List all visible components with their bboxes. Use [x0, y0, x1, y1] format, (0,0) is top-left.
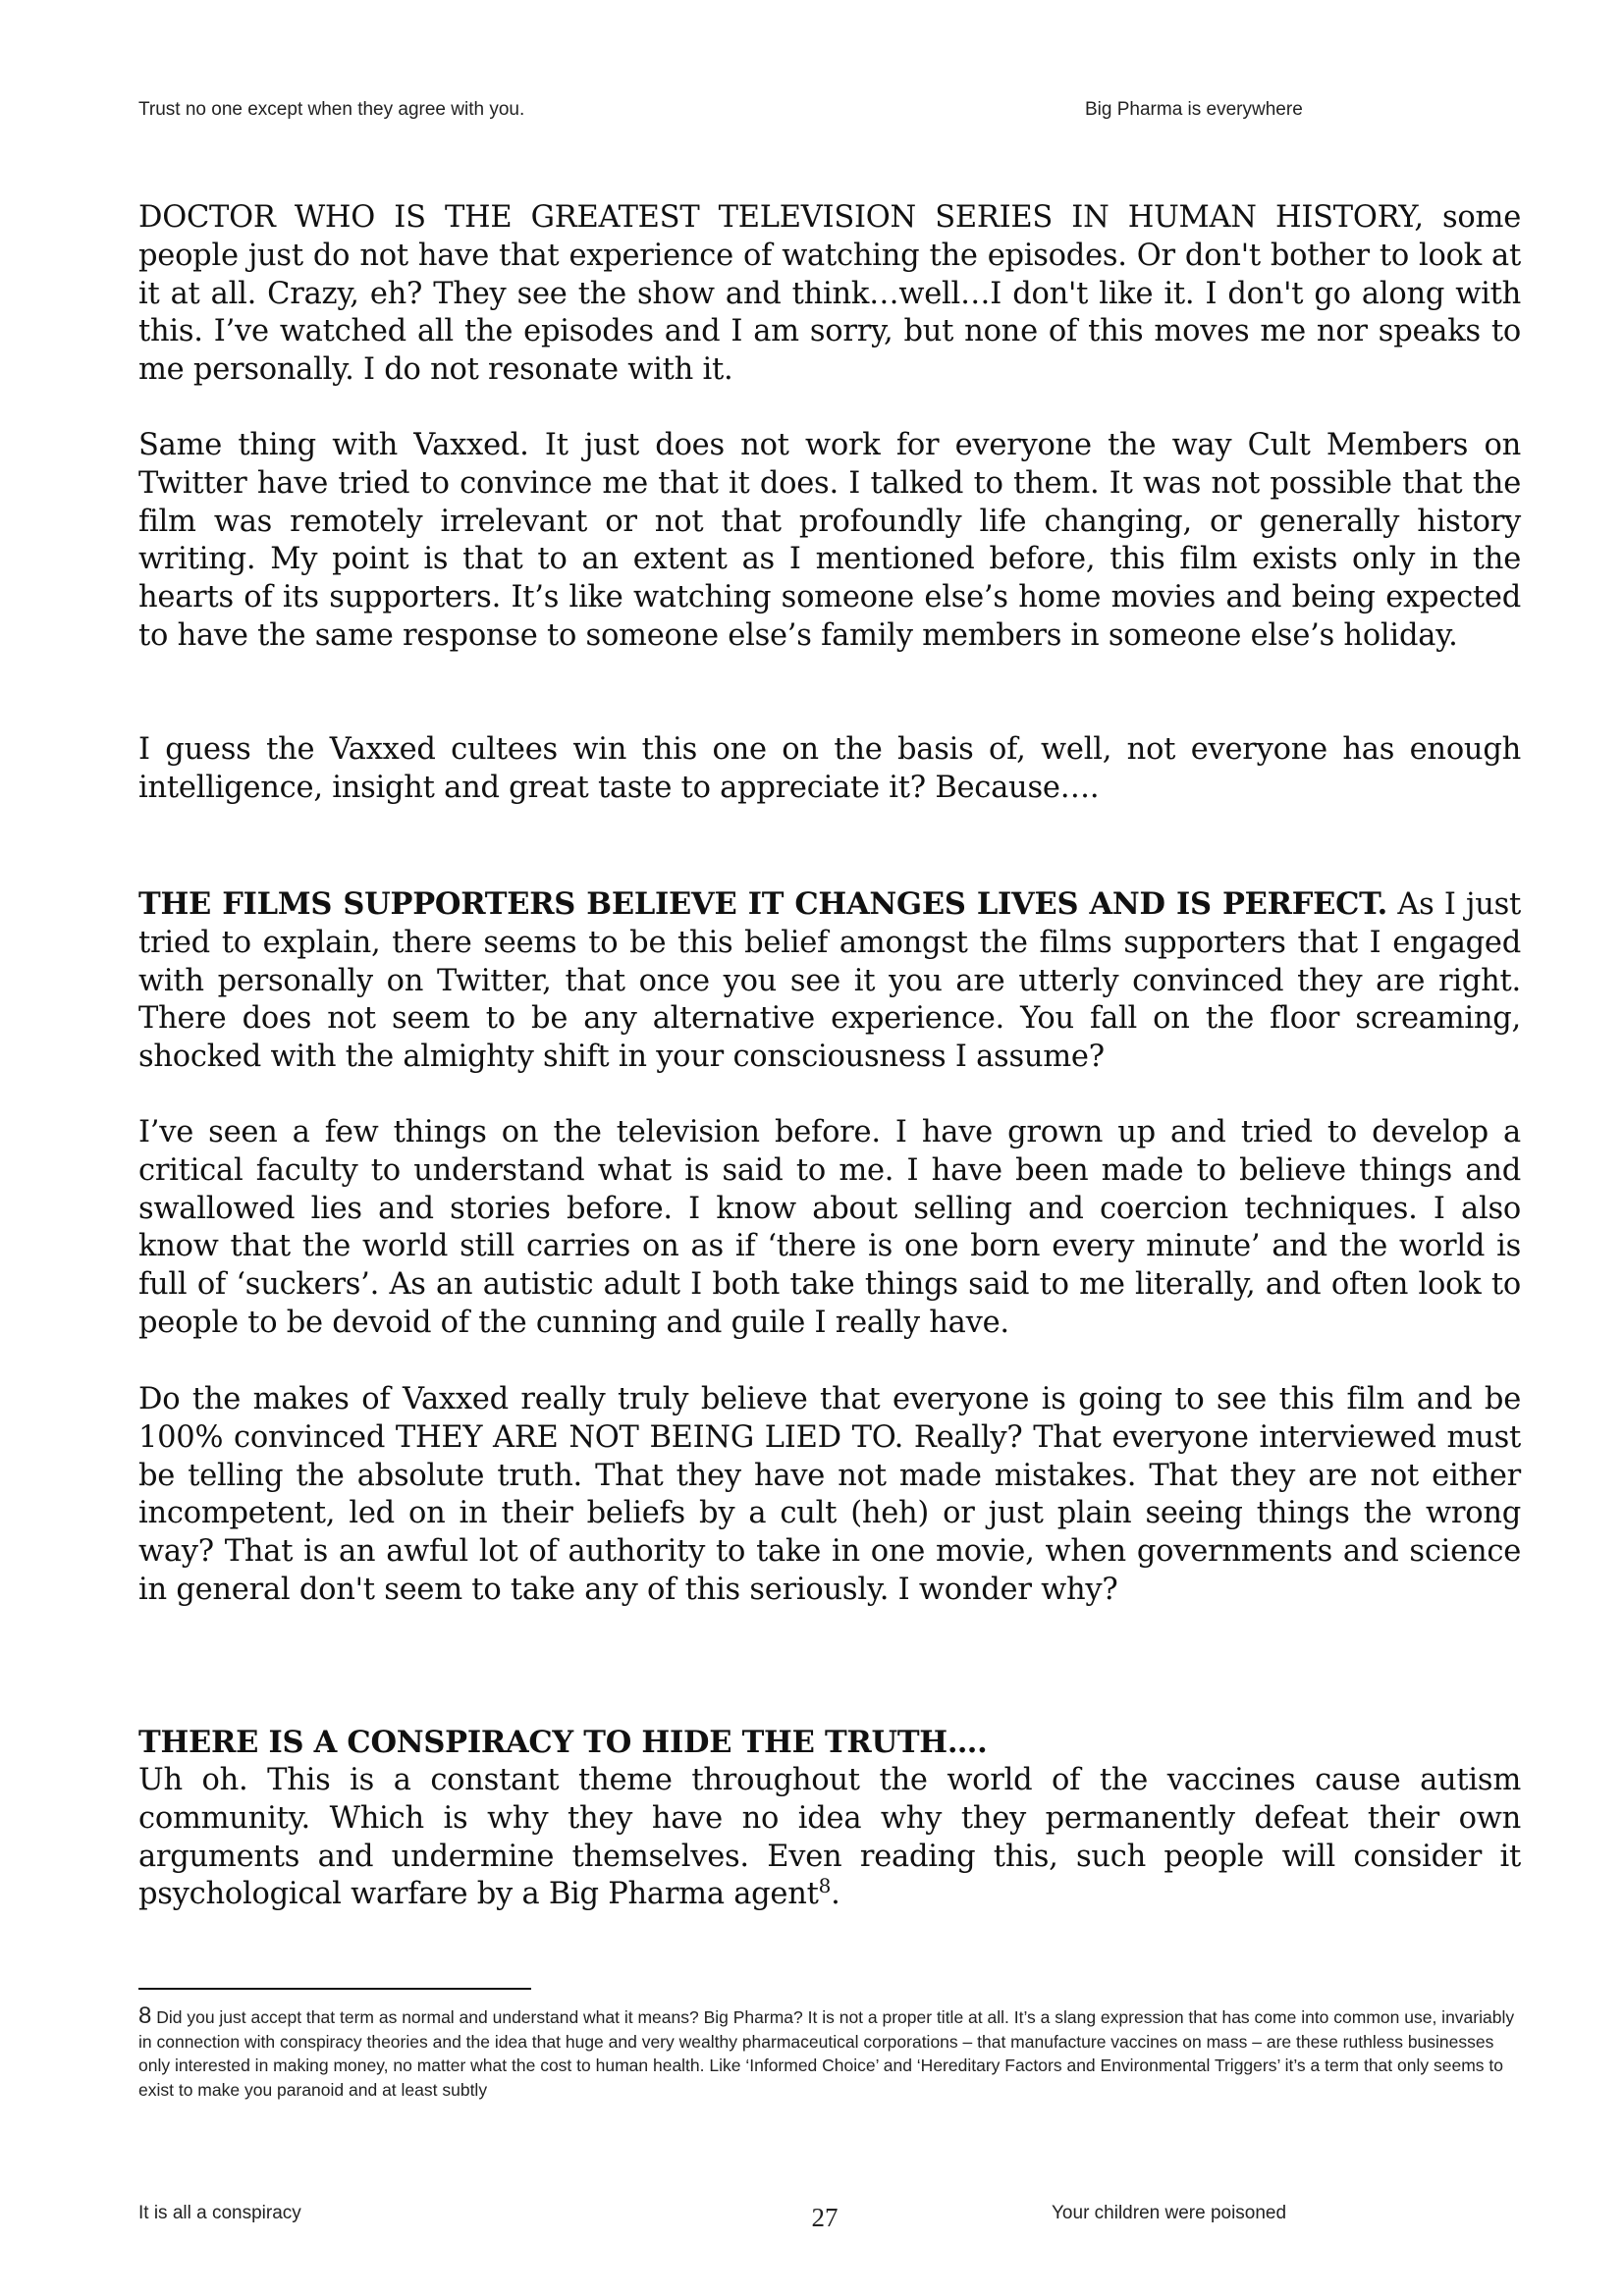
heading-films-supporters-tail: As I — [1387, 887, 1456, 922]
running-footer-right: Your children were poisoned — [1052, 2203, 1287, 2223]
paragraph-doctor-who: DOCTOR WHO IS THE GREATEST TELEVISION SERIES IN HUMAN HISTORY, some people just do not have that experience of watching the episodes. Or don't bother to look at it at all. Crazy, eh? They see the show and think…well…I don't like it. I don't go along with this. I’ve watched all the episodes and I am sorry, but none of this moves me nor speaks to me personally. I do not resonate with it. — [138, 200, 1521, 388]
footnote-number: 8 — [138, 2002, 152, 2029]
page-number: 27 — [811, 2203, 839, 2232]
heading-films-supporters: THE FILMS SUPPORTERS BELIEVE IT CHANGES LIVES AND IS PERFECT. — [138, 886, 1388, 922]
footnote-reference-tail: . — [831, 1877, 840, 1912]
running-footer-left: It is all a conspiracy — [138, 2203, 301, 2223]
paragraph-uh-oh-text: Uh oh. This is a constant theme throughout the world of the vaccines cause autism community. Which is why they have no idea why they permanently defeat their own arguments and undermine themselves. Even reading this, such people will consider it psychological warfare by a Big Pharma agent — [138, 1763, 1521, 1912]
footnote-reference: 8 — [818, 1874, 832, 1898]
paragraph-seen-few-things: I’ve seen a few things on the television before. I have grown up and tried to develop a critical faculty to understand what is said to me. I have been made to believe things and swallowed lies and stories before. I know about selling and coercion techniques. I also know that the world still carries on as if ‘there is one born every minute’ and the world is full of ‘suckers’. As an autistic adult I both take things said to me literally, and often look to people to be devoid of the cunning and guile I really have. — [138, 1115, 1521, 1340]
paragraph-uh-oh — [138, 1762, 1521, 1914]
footnote — [138, 2002, 1521, 2102]
paragraph-same-thing-vaxxed: Same thing with Vaxxed. It just does not work for everyone the way Cult Members on Twitter have tried to convince me that it does. I talked to them. It was not possible that the film was remotely irrelevant or not that profoundly life changing, or generally history writing. My point is that to an extent as I mentioned before, this film exists only in the hearts of its supporters. It’s like watching someone else’s home movies and being expected to have the same response to someone else’s family members in someone else’s holiday. — [138, 428, 1521, 653]
paragraph-makes-of-vaxxed: Do the makes of Vaxxed really truly believe that everyone is going to see this film and be 100% convinced THEY ARE NOT BEING LIED TO. Really? That everyone interviewed must be telling the absolute truth. That they have not made mistakes. That they are not either incompetent, led on in their beliefs by a cult (heh) or just plain seeing things the wrong way? That is an awful lot of authority to take in one movie, when governments and science in general don't seem to take any of this seriously. I wonder why? — [138, 1382, 1521, 1607]
footnote-divider — [138, 1988, 531, 1990]
paragraph-cultees-win: I guess the Vaxxed cultees win this one on the basis of, well, not everyone has enough intelligence, insight and great taste to appreciate it? Because…. — [138, 732, 1521, 805]
paragraph-films-supporters: just tried to explain, there seems to be this belief amongst the films supporters that I engaged with personally on Twitter, that once you see it you are utterly convinced they are right. There does not seem to be any alternative experience. You fall on the floor screaming, shocked with the almighty shift in your consciousness I assume? — [138, 887, 1521, 1075]
running-header-right: Big Pharma is everywhere — [1085, 99, 1303, 120]
running-header-left: Trust no one except when they agree with you. — [138, 99, 525, 120]
heading-conspiracy: THERE IS A CONSPIRACY TO HIDE THE TRUTH…. — [138, 1725, 988, 1760]
section-films-supporters — [138, 885, 1521, 1077]
footnote-text: Did you just accept that term as normal and understand what it means? Big Pharma? It is not a proper title at all. It’s a slang expression that has come into common use, invariably in connection with conspiracy theories and the idea that huge and very wealthy pharmaceutical corporations – that manufacture vaccines on mass – are these ruthless businesses only interested in making money, no matter what the cost to human health. Like ‘Informed Choice’ and ‘Hereditary Factors and Environmental Triggers’ it’s a term that only seems to exist to make you paranoid and at least subtly — [138, 2007, 1515, 2100]
